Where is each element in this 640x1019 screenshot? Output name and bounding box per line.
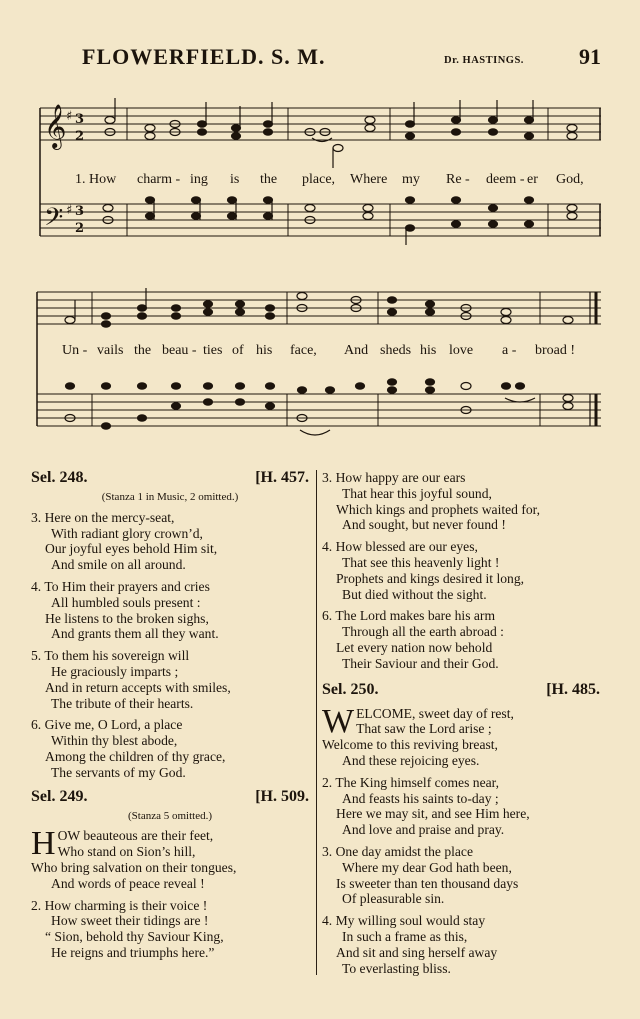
lyric-syllable: And xyxy=(344,343,369,358)
verse-line: 4. How blessed are our eyes, xyxy=(322,539,478,555)
stanza-note: (Stanza 5 omitted.) xyxy=(127,809,212,822)
verse-line: In such a frame as this, xyxy=(342,928,468,944)
column-divider xyxy=(316,470,317,975)
stanza xyxy=(322,775,600,838)
verse-line: Who bring salvation on their tongues, xyxy=(31,859,237,875)
selection-248-heading xyxy=(31,470,309,490)
verse-line: 4. To Him their prayers and cries xyxy=(31,578,210,594)
lyric-syllable: 1. How xyxy=(75,172,117,187)
lyric-syllable: of xyxy=(232,343,244,358)
lyric-syllable: his xyxy=(420,343,437,358)
verse-line: And these rejoicing eyes. xyxy=(342,752,480,768)
hymn-reference: [H. 485. xyxy=(546,680,600,698)
verse-line: The tribute of their hearts. xyxy=(51,695,194,711)
verse-line: OW beauteous are their feet, xyxy=(57,828,214,844)
svg-text:♯: ♯ xyxy=(66,109,73,124)
verse-line: 6. The Lord makes bare his arm xyxy=(322,608,496,624)
verse-line: Our joyful eyes behold Him sit, xyxy=(45,541,218,557)
verse-line: And smile on all around. xyxy=(51,557,186,573)
lyric-syllable: broad ! xyxy=(535,343,576,358)
lyric-syllable: face, xyxy=(290,343,317,358)
selection-249-heading xyxy=(31,789,309,809)
verse-line: The servants of my God. xyxy=(51,764,186,780)
stanza xyxy=(31,648,309,711)
selection-number: Sel. 248. xyxy=(31,469,88,486)
music-system-2 xyxy=(0,280,640,450)
verse-line: How sweet their tidings are ! xyxy=(51,913,209,929)
verse-line: Welcome to this reviving breast, xyxy=(322,737,498,753)
lyric-syllable: his xyxy=(256,343,273,358)
drop-cap: W xyxy=(322,702,355,740)
stanza xyxy=(322,844,600,907)
selection-250-heading xyxy=(322,682,600,702)
lyric-syllable: Where xyxy=(350,172,388,187)
right-column xyxy=(322,470,600,982)
stanza xyxy=(322,608,600,671)
lyric-syllable: the xyxy=(134,343,152,358)
verse-line: And sought, but never found ! xyxy=(342,517,506,533)
svg-text:2: 2 xyxy=(75,221,85,236)
verse-line: He listens to the broken sighs, xyxy=(45,610,209,626)
page-number: 91 xyxy=(579,44,601,69)
lyric-syllable: ties xyxy=(203,343,223,358)
verse-line: Where my dear God hath been, xyxy=(342,859,512,875)
left-column xyxy=(31,470,309,967)
stanza xyxy=(31,825,309,891)
stanza-note: (Stanza 1 in Music, 2 omitted.) xyxy=(101,491,239,503)
verse-line: 3. One day amidst the place xyxy=(322,843,473,859)
verse-line: Among the children of thy grace, xyxy=(45,748,226,764)
verse-line: 2. How charming is their voice ! xyxy=(31,897,208,913)
verse-line: That hear this joyful sound, xyxy=(342,485,492,501)
verse-line: And sit and sing herself away xyxy=(336,944,498,960)
lyric-syllable: my xyxy=(402,172,420,187)
stanza xyxy=(322,470,600,533)
selection-number: Sel. 249. xyxy=(31,787,88,805)
lyrics-line-1 xyxy=(0,172,640,192)
verse-line: 4. My willing soul would stay xyxy=(322,913,486,929)
verse-line: Within thy blest abode, xyxy=(51,733,178,749)
composer-credit: Dr. HASTINGS. xyxy=(444,55,524,66)
verse-line: But died without the sight. xyxy=(342,586,487,602)
svg-text:3: 3 xyxy=(75,112,85,127)
svg-text:𝄞: 𝄞 xyxy=(44,104,67,148)
lyrics-line-2 xyxy=(0,343,640,363)
svg-text:2: 2 xyxy=(75,129,85,144)
svg-text:♯: ♯ xyxy=(66,203,73,218)
verse-line: He graciously imparts ; xyxy=(51,663,179,679)
lyric-syllable: deem - xyxy=(486,172,525,187)
verse-line: Which kings and prophets waited for, xyxy=(336,501,541,517)
verse-line: ELCOME, sweet day of rest, xyxy=(356,705,514,721)
verse-line: To everlasting bliss. xyxy=(342,960,451,976)
verse-line: 3. How happy are our ears xyxy=(322,470,466,485)
lyric-syllable: God, xyxy=(556,172,584,187)
lyric-syllable: Un - xyxy=(62,343,88,358)
verse-line: Of pleasurable sin. xyxy=(342,891,445,907)
selection-number: Sel. 250. xyxy=(322,680,379,698)
lyric-syllable: ing xyxy=(190,172,208,187)
verse-line: With radiant glory crown’d, xyxy=(51,525,203,541)
stanza xyxy=(322,702,600,769)
verse-line: Prophets and kings desired it long, xyxy=(336,570,525,586)
lyric-syllable: er xyxy=(527,172,538,187)
verse-line: 3. Here on the mercy-seat, xyxy=(31,509,175,525)
svg-text:𝄢: 𝄢 xyxy=(44,203,64,238)
lyric-syllable: charm - xyxy=(137,172,181,187)
hymn-reference: [H. 509. xyxy=(255,787,309,805)
verse-line: Who stand on Sion’s hill, xyxy=(57,844,196,860)
lyric-syllable: place, xyxy=(302,172,336,187)
verse-line: 5. To them his sovereign will xyxy=(31,648,190,664)
verse-line: And love and praise and pray. xyxy=(342,822,505,838)
lyric-syllable: Re - xyxy=(446,172,470,187)
verse-line: Is sweeter than ten thousand days xyxy=(336,875,519,891)
verse-line: 2. The King himself comes near, xyxy=(322,774,500,790)
lyric-syllable: is xyxy=(230,172,240,187)
hymn-title: FLOWERFIELD. S. M. xyxy=(82,44,326,69)
verse-line: Through all the earth abroad : xyxy=(342,624,504,640)
verse-line: That see this heavenly light ! xyxy=(342,554,500,570)
verse-line: “ Sion, behold thy Saviour King, xyxy=(45,929,224,945)
verse-line: Their Saviour and their God. xyxy=(342,655,499,671)
verse-line: All humbled souls present : xyxy=(51,594,201,610)
svg-text:3: 3 xyxy=(75,204,85,219)
stanza xyxy=(31,510,309,573)
verse-line: And in return accepts with smiles, xyxy=(45,679,231,695)
lyric-syllable: the xyxy=(260,172,278,187)
lyric-syllable: sheds xyxy=(380,343,412,358)
verse-line: Here we may sit, and see Him here, xyxy=(336,806,530,822)
lyric-syllable: beau - xyxy=(162,343,197,358)
lyric-syllable: vails xyxy=(97,343,124,358)
stanza xyxy=(31,898,309,961)
drop-cap: H xyxy=(31,825,56,863)
lyric-syllable: love xyxy=(449,343,474,358)
lyric-syllable: a - xyxy=(502,343,517,358)
stanza xyxy=(322,913,600,976)
stanza xyxy=(31,579,309,642)
stanza xyxy=(322,539,600,602)
verse-line: Let every nation now behold xyxy=(336,639,493,655)
stanza xyxy=(31,717,309,780)
verse-line: And grants them all they want. xyxy=(51,626,219,642)
verse-line: That saw the Lord arise ; xyxy=(356,721,492,737)
verse-line: 6. Give me, O Lord, a place xyxy=(31,717,183,733)
verse-line: He reigns and triumphs here.” xyxy=(51,944,215,960)
verse-line: And words of peace reveal ! xyxy=(51,875,205,891)
hymn-reference: [H. 457. xyxy=(255,469,309,486)
verse-line: And feasts his saints to-day ; xyxy=(342,790,499,806)
